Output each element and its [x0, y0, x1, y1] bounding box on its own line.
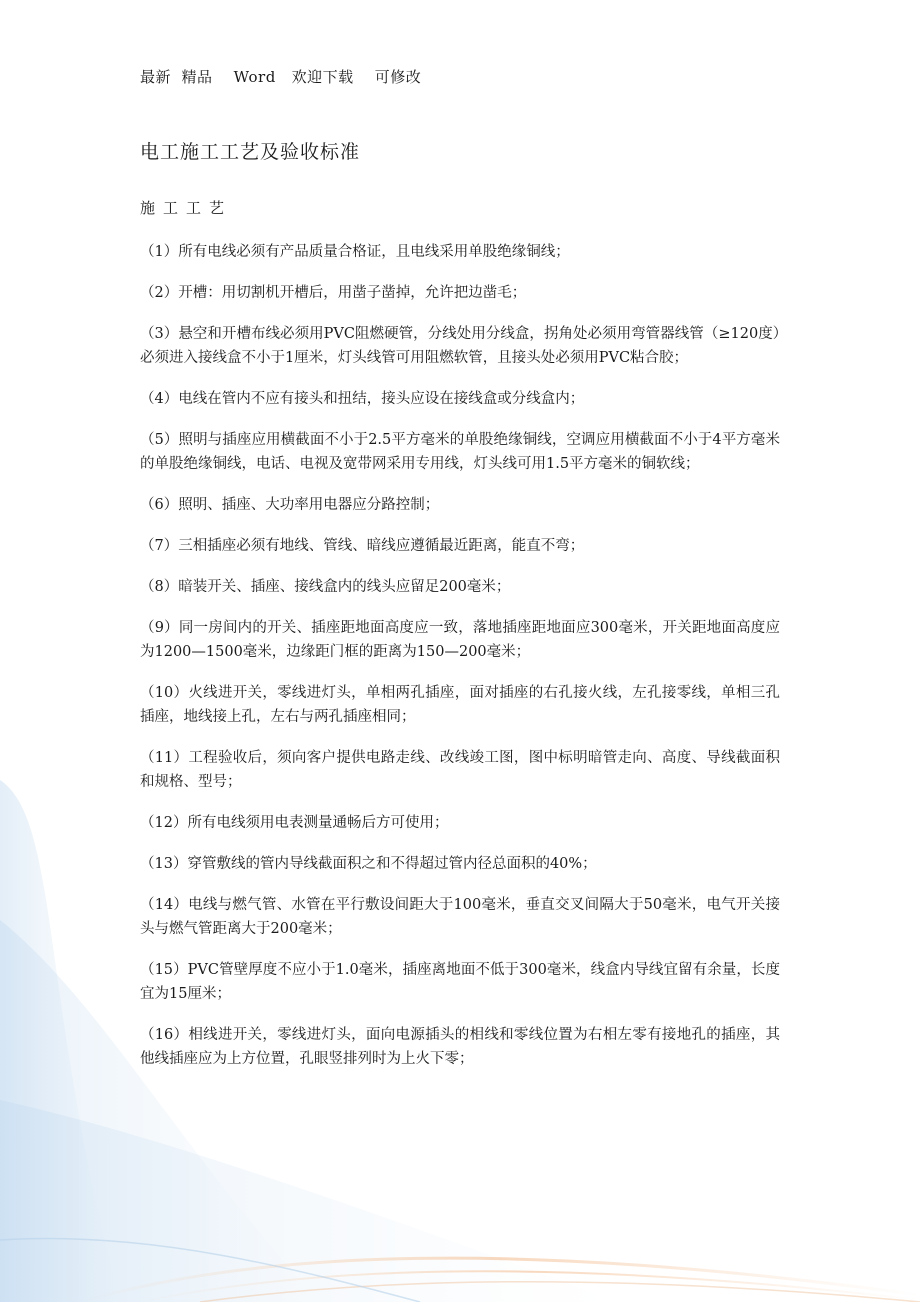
list-item: （5）照明与插座应用横截面不小于2.5平方毫米的单股绝缘铜线，空调应用横截面不小于4平方毫米的单股绝缘铜线，电话、电视及宽带网采用专用线，灯头线可用1.5平方毫米的铜软线；	[140, 432, 780, 472]
list-item: （10）火线进开关，零线进灯头，单相两孔插座，面对插座的右孔接火线，左孔接零线，单相三孔插座，地线接上孔，左右与两孔插座相同；	[140, 685, 780, 725]
list-item: （3）悬空和开槽布线必须用PVC阻燃硬管，分线处用分线盒，拐角处必须用弯管器线管（≥120度）必须进入接线盒不小于1厘米，灯头线管可用阻燃软管，且接头处必须用PVC粘合胶；	[140, 326, 780, 366]
list-item: （11）工程验收后，须向客户提供电路走线、改线竣工图，图中标明暗管走向、高度、导线截面积和规格、型号；	[140, 750, 780, 790]
list-item: （13）穿管敷线的管内导线截面积之和不得超过管内径总面积的40%；	[140, 856, 597, 872]
item-list	[140, 240, 780, 1088]
list-item: （12）所有电线须用电表测量通畅后方可使用；	[140, 815, 449, 831]
list-item: （15）PVC管壁厚度不应小于1.0毫米，插座离地面不低于300毫米，线盒内导线宜留有余量，长度宜为15厘米；	[140, 962, 780, 1002]
list-item: （1）所有电线必须有产品质量合格证，且电线采用单股绝缘铜线；	[140, 244, 570, 260]
list-item: （14）电线与燃气管、水管在平行敷设间距大于100毫米，垂直交叉间隔大于50毫米，电气开关接头与燃气管距离大于200毫米；	[140, 897, 780, 937]
list-item: （4）电线在管内不应有接头和扭结，接头应设在接线盒或分线盒内；	[140, 391, 585, 407]
list-item: （16）相线进开关，零线进灯头，面向电源插头的相线和零线位置为右相左零有接地孔的插座，其他线插座应为上方位置，孔眼竖排列时为上火下零；	[140, 1027, 780, 1067]
list-item: （8）暗装开关、插座、接线盒内的线头应留足200毫米；	[140, 579, 511, 595]
section-heading: 施工工艺	[140, 199, 233, 217]
page-header: 最新 精品 Word 欢迎下载 可修改	[140, 68, 422, 86]
document-title: 电工施工工艺及验收标准	[140, 141, 361, 163]
list-item: （9）同一房间内的开关、插座距地面高度应一致，落地插座距地面应300毫米，开关距地面高度应为1200—1500毫米，边缘距门框的距离为150—200毫米；	[140, 620, 780, 660]
list-item: （2）开槽：用切割机开槽后，用凿子凿掉，允许把边凿毛；	[140, 285, 527, 301]
list-item: （7）三相插座必须有地线、管线、暗线应遵循最近距离，能直不弯；	[140, 538, 585, 554]
list-item: （6）照明、插座、大功率用电器应分路控制；	[140, 497, 440, 513]
